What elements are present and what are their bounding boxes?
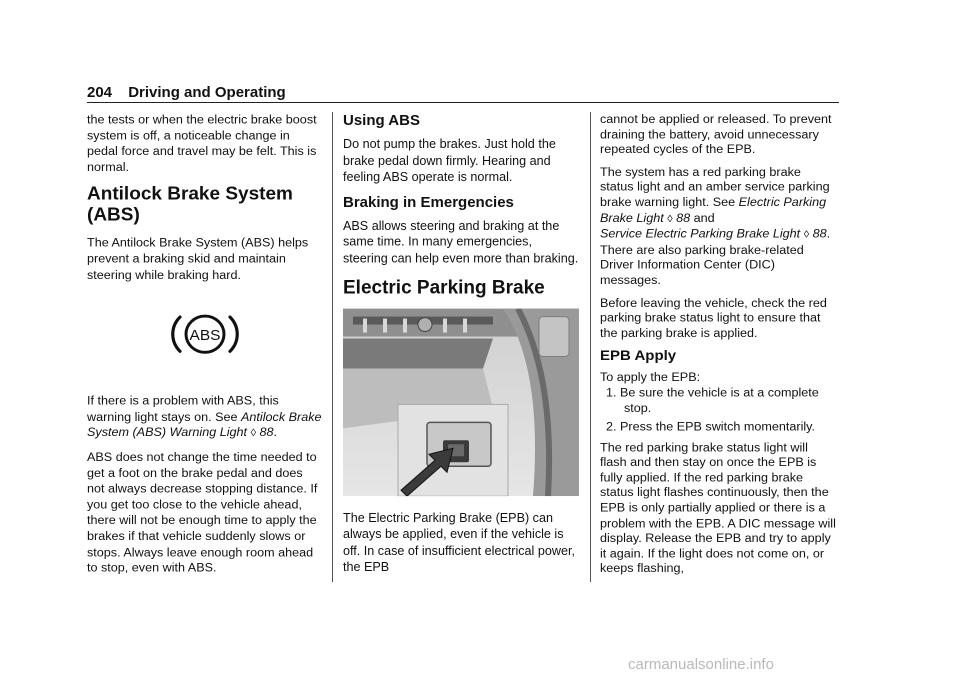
heading-abs: Antilock Brake System (ABS) <box>87 184 293 226</box>
page-number: 204 <box>87 84 113 101</box>
abs-warning-icon <box>170 308 240 361</box>
apply-steps-list <box>600 385 836 434</box>
paragraph-epb-battery: cannot be applied or released. To prevent draining the battery, avoid unnecessary repeated cycles of the EPB. <box>600 112 832 157</box>
list-item: 1. Be sure the vehicle is at a complete stop. <box>606 386 819 415</box>
heading-using-abs: Using ABS <box>343 112 420 129</box>
paragraph-epb-intro: The Electric Parking Brake (EPB) can always be applied, even if the vehicle is off. In case of insufficient electrical power, the EPB <box>343 510 575 575</box>
abs-icon-text: ABS <box>189 327 221 344</box>
header-rule <box>87 102 839 103</box>
heading-epb-apply: EPB Apply <box>600 348 677 364</box>
paragraph-braking-emergencies: ABS allows steering and braking at the same time. In many emergencies, steering can help even more than braking. <box>343 218 579 266</box>
paragraph-abs-intro: The Antilock Brake System (ABS) helps prevent a braking skid and maintain steering while braking hard. <box>87 236 309 282</box>
watermark: carmanualsonline.info <box>628 656 774 673</box>
paragraph-epb-status: The red parking brake status light will flash and then stay on once the EPB is fully applied. If the red parking brake status light flashes continuously, then the EPB is only partially applied or there is a problem with the EPB. A DIC message will display. Release the EPB and try to apply it again. If the light does not come on, or keeps flashing, <box>600 441 836 576</box>
paragraph-abs-warning: If there is a problem with ABS, this warning light stays on. See Antilock Brake System (ABS) Warning Light ◊ 88. <box>87 394 322 440</box>
page-ref-icon: ◊ <box>667 213 673 225</box>
paragraph-abs-distance: ABS does not change the time needed to get a foot on the brake pedal and does not always decrease stopping distance. If you get too close to the vehicle ahead, there will not be enough time to apply the brakes if that vehicle suddenly slows or stops. Always leave enough room ahead to stop, even with ABS. <box>87 450 318 575</box>
epb-switch-photo <box>343 308 579 496</box>
list-item: 2. Press the EPB switch momentarily. <box>606 420 816 434</box>
section-title: Driving and Operating <box>128 84 286 101</box>
paragraph-brake-boost: the tests or when the electric brake boost system is off, a noticeable change in pedal force and travel may be felt. This is normal. <box>87 112 317 174</box>
page-ref-icon: ◊ <box>803 229 810 241</box>
heading-electric-parking-brake: Electric Parking Brake <box>343 277 545 299</box>
paragraph-using-abs: Do not pump the brakes. Just hold the brake pedal down firmly. Hearing and feeling ABS operate is normal. <box>343 136 556 185</box>
paragraph-epb-lights: The system has a red parking brake status light and an amber service parking brake warning light. See Electric Parking Brake Light ◊ 88 and Service Electric Parking Brake Light ◊ 88. There are also parking brake-related Driver Information Center (DIC) messages. <box>600 165 831 287</box>
column-left <box>87 112 323 584</box>
page-ref-icon: ◊ <box>250 427 256 440</box>
column-right <box>600 112 836 584</box>
column-middle <box>343 112 579 584</box>
page-header <box>87 84 286 101</box>
column-divider <box>332 112 333 582</box>
paragraph-apply-intro: To apply the EPB: <box>600 371 701 384</box>
paragraph-epb-check: Before leaving the vehicle, check the red parking brake status light to ensure that the parking brake is applied. <box>600 296 827 340</box>
column-divider <box>590 112 591 582</box>
heading-braking-emergencies: Braking in Emergencies <box>343 193 514 211</box>
